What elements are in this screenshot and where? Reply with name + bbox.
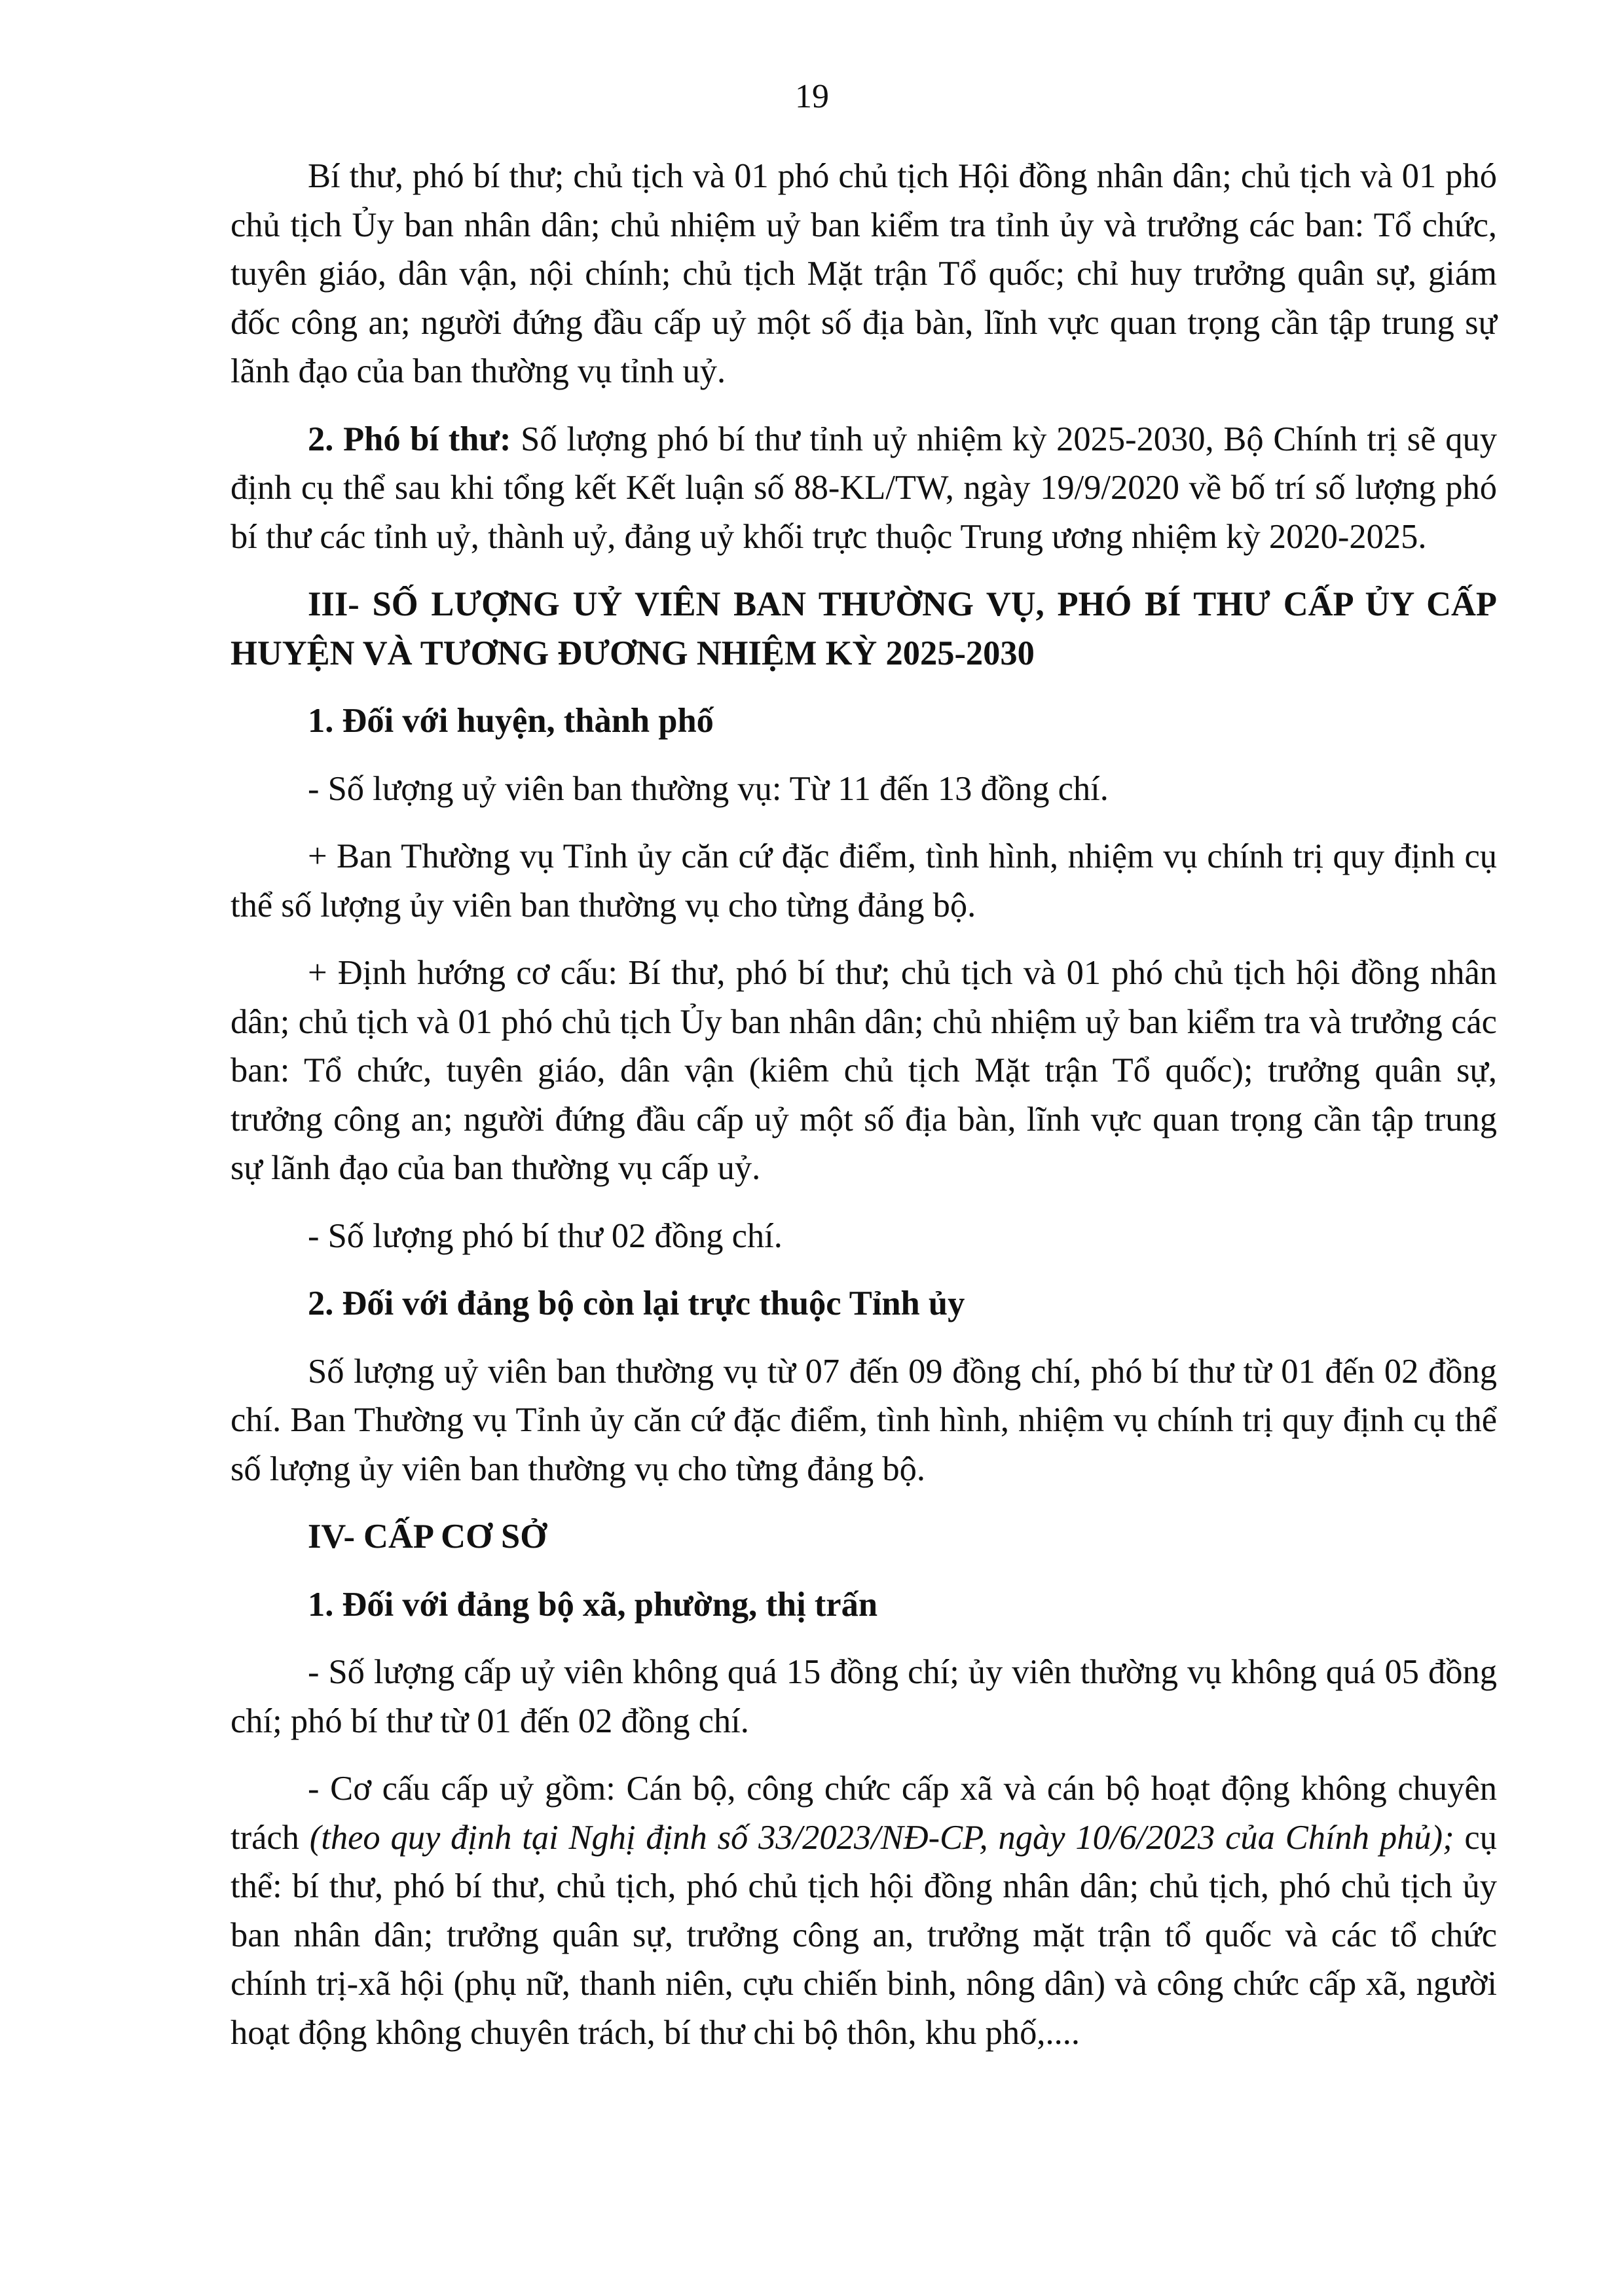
document-body <box>231 152 1497 2076</box>
paragraph-provincial-regulation: + Ban Thường vụ Tỉnh ủy căn cứ đặc điểm, tình hình, nhiệm vụ chính trị quy định cụ thể số lượng ủy viên ban thường vụ cho từng đảng bộ. <box>231 837 1497 924</box>
section-heading-iv: IV- CẤP CƠ SỞ <box>308 1518 547 1556</box>
paragraph-commune-member-count: - Số lượng cấp uỷ viên không quá 15 đồng chí; ủy viên thường vụ không quá 05 đồng chí; phó bí thư từ 01 đến 02 đồng chí. <box>231 1653 1497 1740</box>
section-heading-iii: III- SỐ LƯỢNG UỶ VIÊN BAN THƯỜNG VỤ, PHÓ BÍ THƯ CẤP ỦY CẤP HUYỆN VÀ TƯƠNG ĐƯƠNG NHIỆM KỲ 2025-2030 <box>231 585 1497 672</box>
paragraph-standing-member-count: - Số lượng uỷ viên ban thường vụ: Từ 11 đến 13 đồng chí. <box>308 769 1109 808</box>
page-number: 19 <box>795 78 829 115</box>
deputy-secretary-label: 2. Phó bí thư: <box>308 420 511 458</box>
paragraph-deputy-count: - Số lượng phó bí thư 02 đồng chí. <box>308 1216 783 1255</box>
subheading-district-city: 1. Đối với huyện, thành phố <box>308 702 714 740</box>
commune-structure-intro: - Cơ cấu cấp uỷ gồm: Cán bộ, công chức cấp xã và cán bộ hoạt động không chuyên trách <box>231 1770 1497 1857</box>
paragraph-structure-orientation: + Định hướng cơ cấu: Bí thư, phó bí thư; chủ tịch và 01 phó chủ tịch hội đồng nhân dân; chủ tịch và 01 phó chủ tịch Ủy ban nhân dân; chủ nhiệm uỷ ban kiểm tra và trưởng các ban: Tổ chức, tuyên giáo, dân vận (kiêm chủ tịch Mặt trận Tổ quốc); trưởng quân sự, trưởng công an; người đứng đầu cấp uỷ một số địa bàn, lĩnh vực quan trọng cần tập trung sự lãnh đạo của ban thường vụ cấp uỷ. <box>231 954 1497 1187</box>
commune-structure-details: cụ thể: bí thư, phó bí thư, chủ tịch, phó chủ tịch hội đồng nhân dân; chủ tịch, phó chủ tịch ủy ban nhân dân; trưởng quân sự, trưởng công an, trưởng mặt trận tổ quốc và các tổ chức chính trị-xã hội (phụ nữ, thanh niên, cựu chiến binh, nông dân) và công chức cấp xã, người hoạt động không chuyên trách, bí thư chi bộ thôn, khu phố,.... <box>231 1818 1497 2052</box>
paragraph-standing-committee-structure: Bí thư, phó bí thư; chủ tịch và 01 phó chủ tịch Hội đồng nhân dân; chủ tịch và 01 phó chủ tịch Ủy ban nhân dân; chủ nhiệm uỷ ban kiểm tra tỉnh ủy và trưởng các ban: Tổ chức, tuyên giáo, dân vận, nội chính; chủ tịch Mặt trận Tổ quốc; chỉ huy trưởng quân sự, giám đốc công an; người đứng đầu cấp uỷ một số địa bàn, lĩnh vực quan trọng cần tập trung sự lãnh đạo của ban thường vụ tỉnh uỷ. <box>231 157 1497 390</box>
paragraph-deputy-secretary <box>231 415 1497 562</box>
subheading-commune-ward-town: 1. Đối với đảng bộ xã, phường, thị trấn <box>308 1585 878 1624</box>
paragraph-commune-structure <box>231 1764 1497 2057</box>
subheading-remaining-party-committees: 2. Đối với đảng bộ còn lại trực thuộc Tỉnh ủy <box>308 1285 965 1322</box>
decree-reference: (theo quy định tại Nghị định số 33/2023/NĐ-CP, ngày 10/6/2023 của Chính phủ); <box>309 1818 1454 1857</box>
paragraph-remaining-committee-count: Số lượng uỷ viên ban thường vụ từ 07 đến 09 đồng chí, phó bí thư từ 01 đến 02 đồng chí. Ban Thường vụ Tỉnh ủy căn cứ đặc điểm, tình hình, nhiệm vụ chính trị quy định cụ thể số lượng ủy viên ban thường vụ cho từng đảng bộ. <box>231 1352 1497 1488</box>
deputy-secretary-text: Số lượng phó bí thư tỉnh uỷ nhiệm kỳ 2025-2030, Bộ Chính trị sẽ quy định cụ thể sau khi tổng kết Kết luận số 88-KL/TW, ngày 19/9/2020 về bố trí số lượng phó bí thư các tỉnh uỷ, thành uỷ, đảng uỷ khối trực thuộc Trung ương nhiệm kỳ 2020-2025. <box>231 420 1497 556</box>
